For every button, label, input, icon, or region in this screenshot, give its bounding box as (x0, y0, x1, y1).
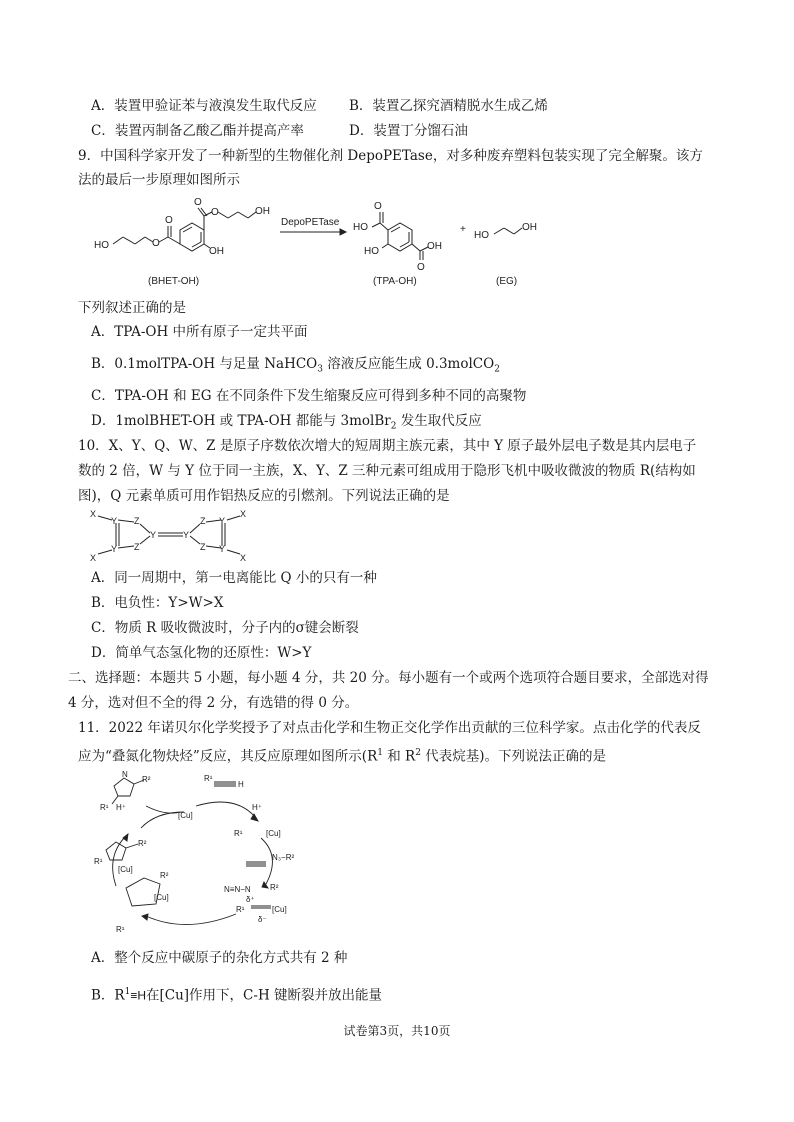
q10-option-b: B．电负性：Y>W>X (91, 595, 224, 611)
q11-stem-line1: 11．2022 年诺贝尔化学奖授予了对点击化学和生物正交化学作出贡献的三位科学家。点击化学的代表反 (78, 720, 701, 736)
cycle-h-alkyne: H (238, 780, 244, 789)
q8-option-d: D．装置丁分馏石油 (349, 123, 468, 139)
r-y5: Y (219, 516, 226, 526)
r-x1: X (90, 509, 97, 519)
bhet-oh-right: OH (255, 206, 270, 217)
tpa-o-bottom: O (417, 262, 425, 273)
eg-label: (EG) (496, 276, 518, 287)
q8-option-c: C．装置丙制备乙酸乙酯并提高产率 (91, 123, 304, 139)
cycle-cu-bottom-right: [Cu] (272, 905, 287, 914)
r-z3: Z (200, 516, 206, 526)
q9-stem-line1: 9．中国科学家开发了一种新型的生物催化剂 DepoPETase，对多种废弃塑料包装实现了完全解聚。该方 (78, 148, 703, 164)
r-z2: Z (134, 542, 140, 552)
cycle-r1-cu: R¹ (234, 829, 243, 838)
cycle-r2-top: R² (142, 775, 151, 784)
cycle-hplus-right: H⁺ (252, 803, 262, 812)
eg-ho: HO (474, 230, 489, 241)
tpa-ho-left: HO (353, 222, 368, 233)
bhet-o-carbonyl2: O (194, 197, 202, 208)
q11-option-b: B．$R^1\equiv H$在[Cu]作用下，C-H 键断裂并放出能量 (91, 987, 383, 1004)
cycle-cu-right: [Cu] (266, 829, 281, 838)
q11-catalytic-cycle (86, 766, 326, 946)
q8-option-b: B．装置乙探究酒精脱水生成乙烯 (349, 98, 548, 114)
cycle-hplus-left: H⁺ (116, 803, 126, 812)
q10-option-d: D．简单气态氢化物的还原性：W>Y (91, 645, 312, 661)
bhet-o-ether2: O (211, 207, 219, 218)
r-y2: Y (111, 544, 118, 554)
cycle-cu-mid: [Cu] (118, 865, 133, 874)
bhet-o-carbonyl1: O (165, 215, 173, 226)
q10-stem-line3: 图)，Q 元素单质可用作铝热反应的引燃剂。下列说法正确的是 (78, 488, 450, 504)
q9-option-b: B．0.1molTPA-OH 与足量 NaHCO$_3$ 溶液反应能生成 0.3molCO$_2$ (91, 356, 500, 375)
r-y3: Y (150, 530, 157, 540)
bhet-ho-left: HO (94, 240, 109, 251)
tpa-label: (TPA-OH) (373, 276, 417, 287)
q10-stem-line2: 数的 2 倍，W 与 Y 位于同一主族，X、Y、Z 三种元素可组成用于隐形飞机中吸收微波的物质 R(结构如 (78, 463, 696, 479)
bhet-label: (BHET-OH) (148, 276, 200, 287)
cycle-delta-plus: δ⁺ (246, 895, 255, 904)
page-footer: 试卷第3页，共10页 (343, 1024, 451, 1038)
tpa-o-top: O (374, 201, 382, 212)
plus-sign: + (460, 224, 466, 235)
cycle-r2-mid: R² (138, 839, 147, 848)
r-y6: Y (219, 544, 226, 554)
q9-option-c: C．TPA-OH 和 EG 在不同条件下发生缩聚反应可得到多种不同的高聚物 (91, 388, 527, 404)
cycle-r2-bottom: R² (160, 871, 169, 880)
cycle-r1-alkyne: R¹ (204, 774, 213, 783)
cycle-cu-center: [Cu] (178, 811, 193, 820)
r-x2: X (90, 553, 97, 563)
tpa-oh-right: OH (427, 241, 442, 252)
q10-option-c: C．物质 R 吸收微波时，分子内的σ键会断裂 (91, 620, 359, 636)
catalyst-label: DepoPETase (281, 217, 340, 228)
eg-oh: OH (522, 222, 537, 233)
q9-option-d: D．1molBHET-OH 或 TPA-OH 都能与 3molBr$_2$ 发生取代反应 (91, 413, 482, 432)
section2-line1: 二、选择题：本题共 5 小题，每小题 4 分，共 20 分。每小题有一个或两个选项符合题目要求，全部选对得 (68, 670, 709, 686)
r-z1: Z (134, 516, 140, 526)
r-y4: Y (183, 530, 190, 540)
q9-option-a: A．TPA-OH 中所有原子一定共平面 (91, 324, 308, 340)
q9-question: 下列叙述正确的是 (78, 300, 186, 316)
r-z4: Z (200, 542, 206, 552)
cycle-n-plus: N≡N−N (224, 885, 251, 894)
q10-stem-line1: 10．X、Y、Q、W、Z 是原子序数依次增大的短周期主族元素，其中 Y 原子最外层电子数是其内层电子 (78, 438, 697, 454)
q11-option-a: A．整个反应中碳原子的杂化方式共有 2 种 (91, 950, 348, 966)
cycle-cu-bottom: [Cu] (154, 893, 169, 902)
cycle-n-top: N (122, 770, 128, 779)
bhet-o-ether1: O (152, 238, 160, 249)
q8-option-a: A．装置甲验证苯与液溴发生取代反应 (91, 98, 317, 114)
section2-line2: 4 分，选对但不全的得 2 分，有选错的得 0 分。 (68, 695, 359, 711)
bhet-oh-ring: OH (209, 246, 224, 257)
cycle-r1-mid: R¹ (94, 857, 103, 866)
tpa-ho-bottom: HO (364, 246, 379, 257)
r-y1: Y (111, 516, 118, 526)
r-x3: X (240, 509, 247, 519)
q9-stem-line2: 法的最后一步原理如图所示 (78, 172, 240, 188)
cycle-azide: N₃−R² (272, 853, 295, 862)
r-x4: X (240, 553, 247, 563)
cycle-r1-bottom: R¹ (116, 925, 125, 934)
q10-structure-r (88, 508, 268, 568)
cycle-r2-right: R² (270, 883, 279, 892)
alkyne-h-glyph: ≡H (130, 988, 146, 1003)
q10-option-a: A．同一周期中，第一电离能比 Q 小的只有一种 (91, 570, 377, 586)
q11-stem-line2: 应为“叠氮化物炔烃”反应，其反应原理如图所示($R^1$ 和 $R^2$ 代表烷基)。下列说法正确的是 (78, 748, 607, 765)
cycle-r1-top: R¹ (100, 803, 109, 812)
q9-reaction-scheme (88, 192, 558, 292)
cycle-r1-right: R¹ (236, 905, 245, 914)
cycle-delta-minus: δ⁻ (258, 915, 267, 924)
